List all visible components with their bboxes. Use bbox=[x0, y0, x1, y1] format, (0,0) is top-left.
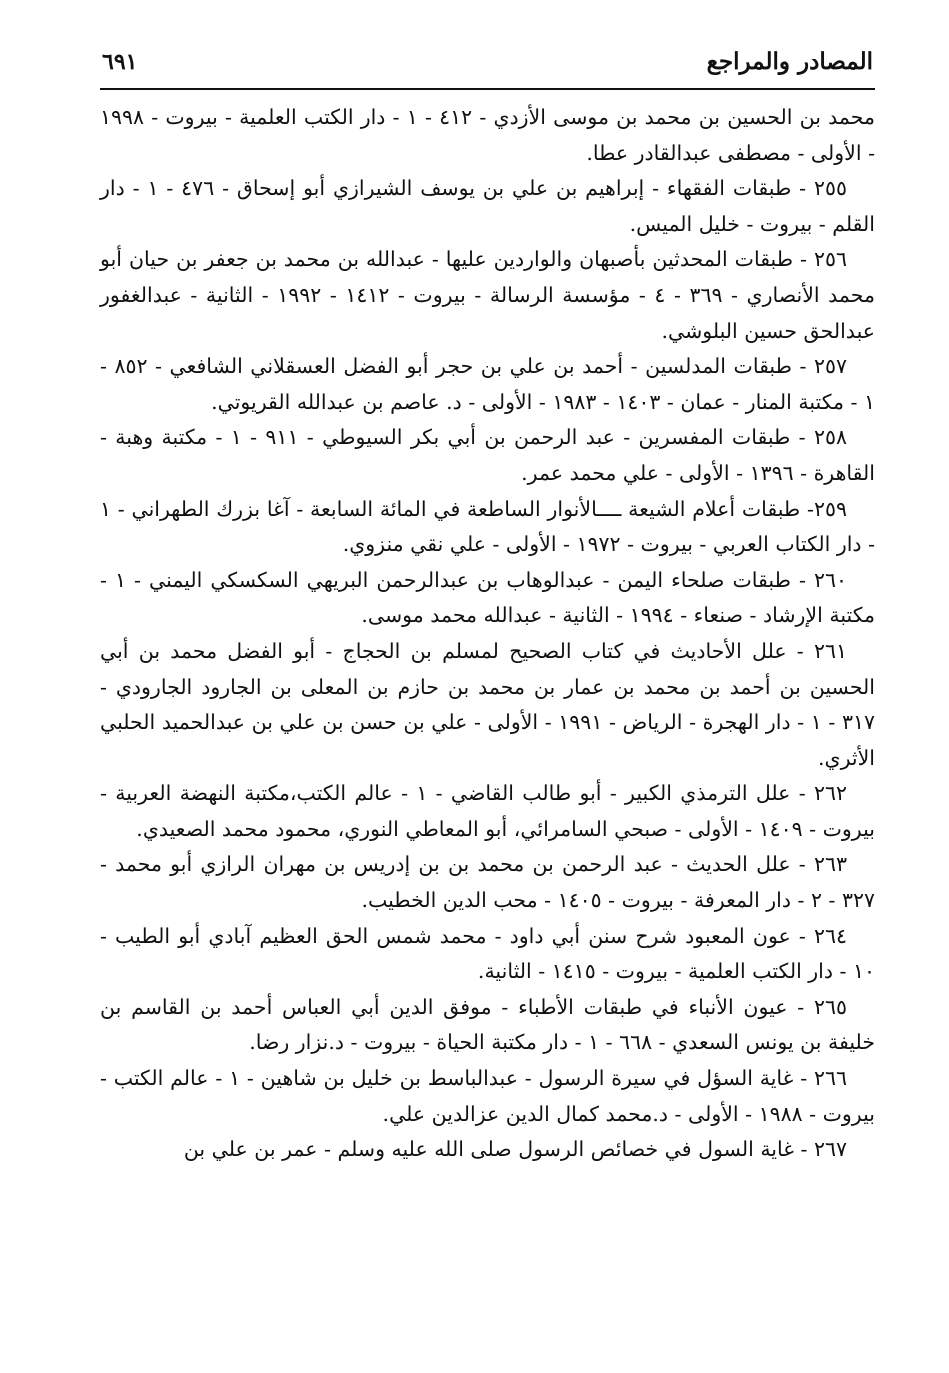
reference-entry-258: ٢٥٨ - طبقات المفسرين - عبد الرحمن بن أبي بكر السيوطي - ٩١١ - ١ - مكتبة وهبة - القاهرة - ١٣٩٦ - الأولى - علي محمد عمر. bbox=[100, 425, 875, 485]
reference-list bbox=[100, 100, 875, 1168]
reference-entry-256: ٢٥٦ - طبقات المحدثين بأصبهان والواردين عليها - عبدالله بن محمد بن جعفر بن حيان أبو محمد الأنصاري - ٣٦٩ - ٤ - مؤسسة الرسالة - بيروت - ١٤١٢ - ١٩٩٢ - الثانية - عبدالغفور عبدالحق حسين البلوشي. bbox=[100, 247, 875, 343]
reference-entry-264: ٢٦٤ - عون المعبود شرح سنن أبي داود - محمد شمس الحق العظيم آبادي أبو الطيب - ١٠ - دار الكتب العلمية - بيروت - ١٤١٥ - الثانية. bbox=[100, 923, 875, 984]
running-title: المصادر والمراجع bbox=[706, 48, 873, 75]
reference-entry-255: ٢٥٥ - طبقات الفقهاء - إبراهيم بن علي بن يوسف الشيرازي أبو إسحاق - ٤٧٦ - ١ - دار القلم - بيروت - خليل الميس. bbox=[100, 176, 875, 236]
page-header bbox=[100, 48, 875, 90]
reference-entry-260: ٢٦٠ - طبقات صلحاء اليمن - عبدالوهاب بن عبدالرحمن البريهي السكسكي اليمني - ١ - مكتبة الإرشاد - صنعاء - ١٩٩٤ - الثانية - عبدالله محمد موسى. bbox=[100, 567, 875, 628]
reference-entry-257: ٢٥٧ - طبقات المدلسين - أحمد بن علي بن حجر أبو الفضل العسقلاني الشافعي - ٨٥٢ - ١ - مكتبة المنار - عمان - ١٤٠٣ - ١٩٨٣ - الأولى - د. عاصم بن عبدالله القريوتي. bbox=[100, 354, 875, 414]
reference-entry-266: ٢٦٦ - غاية السؤل في سيرة الرسول - عبدالباسط بن خليل بن شاهين - ١ - عالم الكتب - بيروت - ١٩٨٨ - الأولى - د.محمد كمال الدين عزالدين علي. bbox=[100, 1066, 875, 1126]
reference-entry-261: ٢٦١ - علل الأحاديث في كتاب الصحيح لمسلم بن الحجاج - أبو الفضل محمد بن أبي الحسين بن أحمد بن محمد بن عمار بن محمد بن حازم بن المعلى بن الجارود الجارودي - ٣١٧ - ١ - دار الهجرة - الرياض - ١٩٩١ - الأولى - علي بن حسن بن علي بن عبدالحميد الحلبي الأثري. bbox=[100, 638, 875, 770]
reference-entry-262: ٢٦٢ - علل الترمذي الكبير - أبو طالب القاضي - ١ - عالم الكتب،مكتبة النهضة العربية - بيروت - ١٤٠٩ - الأولى - صبحي السامرائي، أبو المعاطي النوري، محمود محمد الصعيدي. bbox=[100, 781, 875, 841]
reference-entry-265: ٢٦٥ - عيون الأنباء في طبقات الأطباء - موفق الدين أبي العباس أحمد بن القاسم بن خليفة بن يونس السعدي - ٦٦٨ - ١ - دار مكتبة الحياة - بيروت - د.نزار رضا. bbox=[100, 994, 875, 1055]
page-number: ٦٩١ bbox=[102, 49, 138, 75]
reference-entry-259: ٢٥٩- طبقات أعلام الشيعة ــــالأنوار الساطعة في المائة السابعة - آغا بزرك الطهراني - ١ - دار الكتاب العربي - بيروت - ١٩٧٢ - الأولى - علي نقي منزوي. bbox=[100, 496, 875, 557]
document-page bbox=[100, 48, 875, 1168]
reference-entry-267: ٢٦٧ - غاية السول في خصائص الرسول صلى الله عليه وسلم - عمر بن علي بن bbox=[183, 1137, 847, 1162]
reference-entry-continued: محمد بن الحسين بن محمد بن موسى الأزدي - ٤١٢ - ١ - دار الكتب العلمية - بيروت - ١٩٩٨ - الأولى - مصطفى عبدالقادر عطا. bbox=[100, 105, 875, 165]
reference-entry-263: ٢٦٣ - علل الحديث - عبد الرحمن بن محمد بن بن إدريس بن مهران الرازي أبو محمد - ٣٢٧ - ٢ - دار المعرفة - بيروت - ١٤٠٥ - محب الدين الخطيب. bbox=[100, 852, 875, 913]
